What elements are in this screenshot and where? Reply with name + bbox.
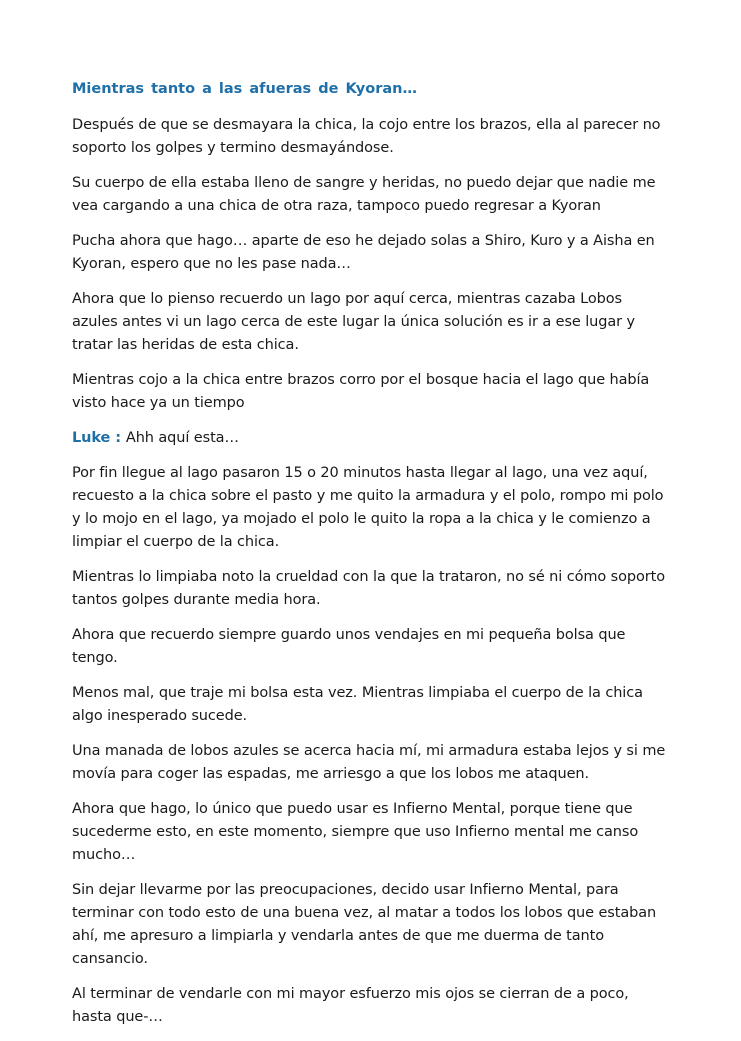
paragraph-13: Al terminar de vendarle con mi mayor esfuerzo mis ojos se cierran de a poco, hasta que-… (72, 986, 629, 1025)
paragraph-2: Su cuerpo de ella estaba lleno de sangre y heridas, no puedo dejar que nadie me vea cargando a una chica de otra raza, tampoco puedo regresar a Kyoran (72, 175, 656, 214)
paragraph-10: Una manada de lobos azules se acerca hacia mí, mi armadura estaba lejos y si me movía para coger las espadas, me arriesgo a que los lobos me ataquen. (72, 743, 666, 782)
paragraph-9: Menos mal, que traje mi bolsa esta vez. Mientras limpiaba el cuerpo de la chica algo inesperado sucede. (72, 685, 643, 724)
paragraph-8: Ahora que recuerdo siempre guardo unos vendajes en mi pequeña bolsa que tengo. (72, 627, 626, 666)
document-page (72, 78, 672, 1041)
scene-heading: Mientras tanto a las afueras de Kyoran… (72, 81, 417, 97)
paragraph-6: Por fin llegue al lago pasaron 15 o 20 minutos hasta llegar al lago, una vez aquí, recuesto a la chica sobre el pasto y me quito la armadura y el polo, rompo mi polo y lo mojo en el lago, ya mojado el polo le quito la ropa a la chica y le comienzo a limpiar el cuerpo de la chica. (72, 465, 664, 550)
paragraph-4: Ahora que lo pienso recuerdo un lago por aquí cerca, mientras cazaba Lobos azules antes vi un lago cerca de este lugar la única solución es ir a ese lugar y tratar las heridas de esta chica. (72, 291, 636, 353)
paragraph-7: Mientras lo limpiaba noto la crueldad con la que la trataron, no sé ni cómo soporto tantos golpes durante media hora. (72, 569, 665, 608)
paragraph-3: Pucha ahora que hago… aparte de eso he dejado solas a Shiro, Kuro y a Aisha en Kyoran, espero que no les pase nada… (72, 233, 655, 272)
dialogue-separator: : (110, 430, 126, 446)
dialogue-line (72, 427, 672, 450)
paragraph-12: Sin dejar llevarme por las preocupaciones, decido usar Infierno Mental, para terminar con todo esto de una buena vez, al matar a todos los lobos que estaban ahí, me apresuro a limpiarla y vendarla antes de que me duerma de tanto cansancio. (72, 882, 657, 967)
paragraph-11: Ahora que hago, lo único que puedo usar es Infierno Mental, porque tiene que sucederme esto, en este momento, siempre que uso Infierno mental me canso mucho… (72, 801, 639, 863)
paragraph-5: Mientras cojo a la chica entre brazos corro por el bosque hacia el lago que había visto hace ya un tiempo (72, 372, 650, 411)
dialogue-speaker: Luke (72, 430, 111, 446)
dialogue-text: Ahh aquí esta… (125, 430, 239, 446)
paragraph-1: Después de que se desmayara la chica, la cojo entre los brazos, ella al parecer no soporto los golpes y termino desmayándose. (72, 117, 661, 156)
